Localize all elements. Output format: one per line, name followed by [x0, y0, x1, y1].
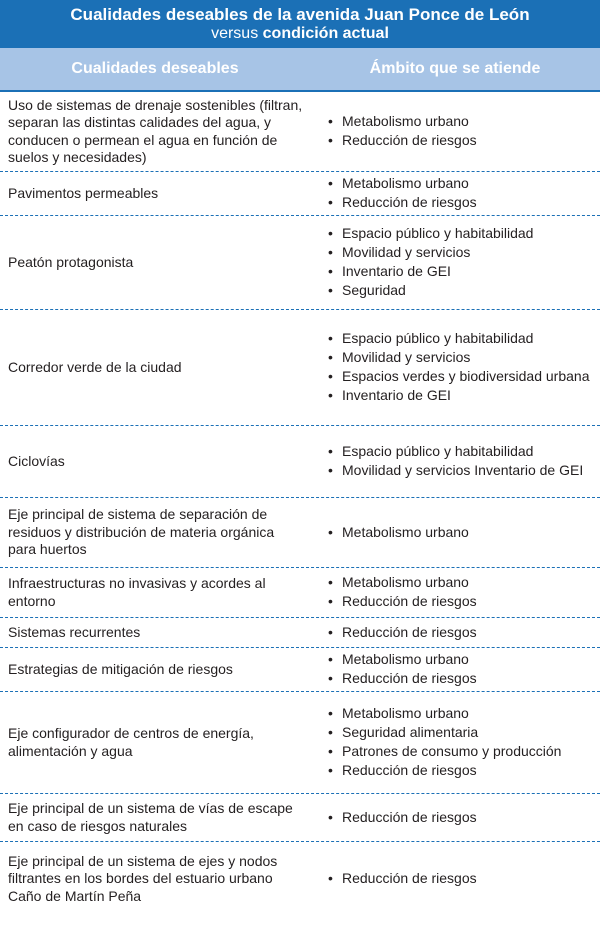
scope-cell	[310, 224, 600, 302]
scope-item: • Reducción de riesgos	[328, 762, 596, 780]
scope-item: • Movilidad y servicios Inventario de GEI	[328, 462, 596, 480]
table-header-row	[0, 48, 600, 92]
quality-cell: Pavimentos permeables	[8, 184, 159, 201]
scope-item: • Espacios verdes y biodiversidad urbana	[328, 368, 596, 386]
scope-list	[328, 225, 596, 300]
table-row	[0, 310, 600, 426]
scope-item: • Seguridad alimentaria	[328, 724, 596, 742]
scope-item: • Seguridad	[328, 282, 596, 300]
table-row	[0, 692, 600, 794]
table-row	[0, 618, 600, 648]
scope-item: • Reducción de riesgos	[328, 809, 596, 827]
scope-item: • Metabolismo urbano	[328, 651, 596, 669]
quality-cell: Eje principal de un sistema de ejes y nodos filtrantes en los bordes del estuario urbano Caño de Martín Peña	[8, 852, 278, 904]
scope-cell	[310, 807, 600, 828]
table-row	[0, 498, 600, 568]
scope-list	[328, 870, 596, 888]
scope-item: • Reducción de riesgos	[328, 593, 596, 611]
table-body	[0, 92, 600, 916]
header-desirable-qualities: Cualidades deseables	[71, 60, 239, 77]
scope-item: • Patrones de consumo y producción	[328, 743, 596, 761]
scope-item: • Espacio público y habitabilidad	[328, 225, 596, 243]
scope-list	[328, 651, 596, 688]
quality-cell: Peatón protagonista	[8, 253, 134, 270]
quality-cell: Eje principal de sistema de separación de residuos y distribución de materia orgánica para huertos	[8, 506, 275, 558]
quality-cell: Sistemas recurrentes	[8, 623, 141, 640]
quality-cell: Infraestructuras no invasivas y acordes al entorno	[8, 575, 266, 609]
table-row	[0, 172, 600, 216]
quality-cell: Eje configurador de centros de energía, alimentación y agua	[8, 725, 254, 759]
table-row	[0, 842, 600, 916]
scope-list	[328, 113, 596, 150]
scope-item: • Reducción de riesgos	[328, 624, 596, 642]
scope-item: • Metabolismo urbano	[328, 113, 596, 131]
scope-item: • Reducción de riesgos	[328, 132, 596, 150]
scope-item: • Metabolismo urbano	[328, 524, 596, 542]
quality-cell: Ciclovías	[8, 452, 65, 469]
header-scope: Ámbito que se atiende	[369, 60, 541, 77]
title-sub-strong: condición actual	[262, 25, 389, 42]
scope-cell	[310, 650, 600, 690]
scope-cell	[310, 329, 600, 407]
scope-list	[328, 175, 596, 212]
title-main: Cualidades deseables de la avenida Juan Ponce de León	[70, 5, 530, 24]
scope-cell	[310, 573, 600, 613]
scope-list	[328, 624, 596, 642]
scope-list	[328, 330, 596, 405]
title-sub-prefix: versus	[211, 25, 259, 42]
table-row	[0, 648, 600, 692]
quality-cell: Uso de sistemas de drenaje sostenibles (filtran, separan las distintas calidades del agua, y conducen o permean el agua en función de suelos y necesidades)	[8, 96, 303, 165]
scope-cell	[310, 622, 600, 643]
title-sub	[0, 24, 600, 43]
scope-list	[328, 809, 596, 827]
scope-item: • Reducción de riesgos	[328, 670, 596, 688]
scope-cell	[310, 174, 600, 214]
scope-item: • Movilidad y servicios	[328, 349, 596, 367]
scope-item: • Metabolismo urbano	[328, 705, 596, 723]
quality-cell: Estrategias de mitigación de riesgos	[8, 660, 233, 677]
scope-item: • Espacio público y habitabilidad	[328, 443, 596, 461]
table-title	[0, 0, 600, 48]
scope-item: • Movilidad y servicios	[328, 244, 596, 262]
scope-cell	[310, 704, 600, 782]
quality-cell: Corredor verde de la ciudad	[8, 358, 182, 375]
quality-cell: Eje principal de un sistema de vías de escape en caso de riesgos naturales	[8, 800, 293, 834]
scope-list	[328, 443, 596, 480]
scope-list	[328, 524, 596, 542]
table-row	[0, 426, 600, 498]
scope-cell	[310, 442, 600, 482]
scope-item: • Metabolismo urbano	[328, 574, 596, 592]
scope-list	[328, 574, 596, 611]
table-row	[0, 568, 600, 618]
scope-list	[328, 705, 596, 780]
scope-cell	[310, 112, 600, 152]
scope-item: • Espacio público y habitabilidad	[328, 330, 596, 348]
table-row	[0, 794, 600, 842]
scope-cell	[310, 869, 600, 890]
scope-item: • Metabolismo urbano	[328, 175, 596, 193]
scope-item: • Inventario de GEI	[328, 263, 596, 281]
table-row	[0, 92, 600, 172]
scope-item: • Reducción de riesgos	[328, 870, 596, 888]
table-row	[0, 216, 600, 310]
scope-item: • Inventario de GEI	[328, 387, 596, 405]
scope-cell	[310, 522, 600, 543]
scope-item: • Reducción de riesgos	[328, 194, 596, 212]
